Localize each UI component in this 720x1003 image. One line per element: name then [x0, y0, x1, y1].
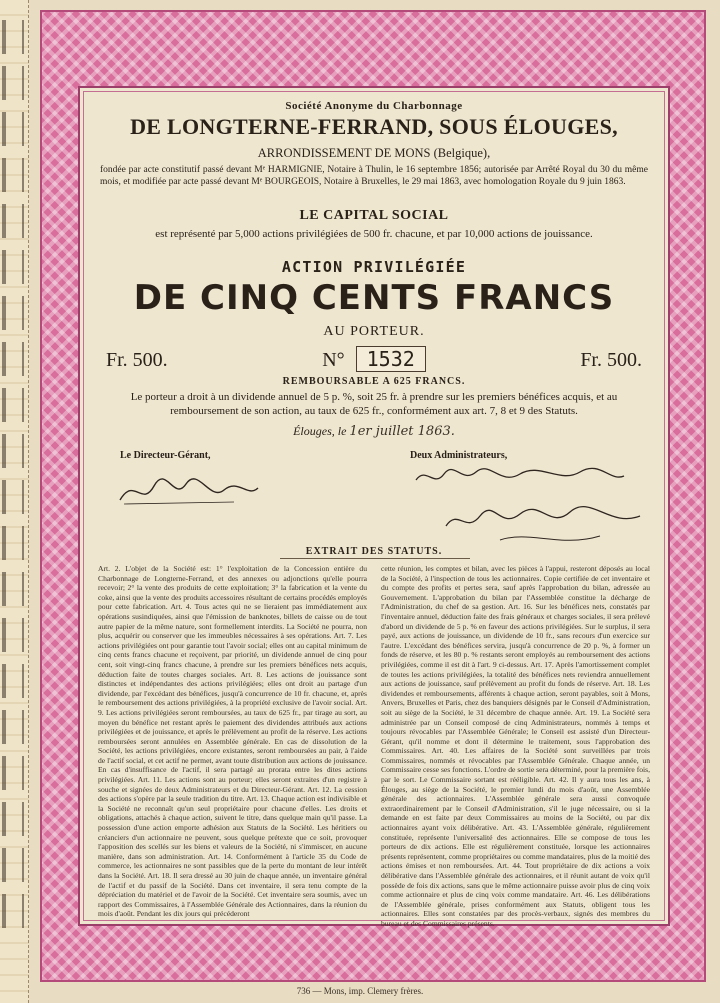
- date-prefix: Élouges, le: [293, 424, 347, 438]
- fr-left: Fr. 500.: [106, 349, 168, 371]
- arrondissement: ARRONDISSEMENT DE MONS (Belgique),: [257, 146, 491, 160]
- number-label: N°: [322, 349, 345, 371]
- administrators-label: Deux Administrateurs,: [410, 450, 508, 461]
- societe-line: Société Anonyme du Charbonnage: [285, 100, 463, 112]
- statuts-rule: [280, 558, 470, 559]
- administrator-signature-1: [410, 460, 630, 494]
- value-row: [106, 346, 642, 372]
- fr-right: Fr. 500.: [580, 349, 642, 371]
- statuts-column-left: Art. 2. L'objet de la Société est: 1° l'exploitation de la Concession entière du Charbonnage de Longterne-Ferrand, et des annexes ou adjonctions qu'elle pourra recevoir; 2° la vente des produits de cette exploitation; 3° la fabrication et la vente du coke, ainsi que la vente des produits accessoires résultant de certains procédés employés pour cette fabrication. Art. 4. Tous actes qui ne se lieraient pas immédiatement aux opérations susindiquées, ainsi que l'émission de banknotes, billets de caisse ou de tout autre papier de la même nature, sont formellement interdits. La Société ne pourra, non plus, acquérir ou conserver que les immeubles nécessaires à ses opérations. Art. 7. Les actions privilégiées ont pour garantie tout l'avoir social; elles ont au capital minimum de cinq cents francs chacune et reçoivent, par priorité, un dividende annuel de cinq pour cent, soit vingt-cinq francs chacune, à prendre sur les premiers bénéfices nets acquis, déduction faite de toutes charges sociales. Art. 8. Les actions de jouissance sont distinctes et indépendantes des actions privilégiées; elles ont droit au partage d'un dividende, par l'excédant des bénéfices, jusqu'à concurrence de 10 fr. chacune, et, après le remboursement des actions privilégiées, à la propriété exclusive de l'avoir social. Art. 9. Les actions privilégiées seront remboursées, au taux de 625 fr., par tirage au sort, au moyen du bénéfice net restant après le paiement des dividendes attribués aux actions privilégiées et de jouissance, et après le prélèvement au profit de la réserve. Les actions remboursées seront annulées en Assemblée générale. En cas de dissolution de la Société, les actions privilégiées, encore existantes, seront remboursées au pair, à l'aide de l'actif social, et cet actif ne permet, avant toute distribution aux actions de jouissance. En cas d'insuffisance de l'actif, il sera partagé au prorata entre les dites actions privilégiées. Art. 11. Les actions sont au porteur; elles seront extraites d'un registre à souche et signées de deux Administrateurs et du Directeur-Gérant. Art. 12. La cession des actions s'opère par la seule tradition du titre. Art. 13. Chaque action est indivisible et la Société ne reconnaît qu'un seul propriétaire pour chacune d'elles. Les droits et obligations, attachés à chaque action, suivent le titre, dans quelque main qu'il passe. La possession d'une action emporte adhésion aux Statuts de la Société. Les héritiers ou créanciers d'un actionnaire ne peuvent, sous quelque prétexte que ce soit, provoquer l'apposition des scellés sur les biens et valeurs de la Société, ni s'immiscer, en aucune manière, dans son administration. Art. 14. Conformément à l'article 35 du Code de commerce, les actionnaires ne sont passibles que de la perte du montant de leur intérêt dans la Société. Art. 18. Il sera dressé au 30 juin de chaque année, un inventaire général de l'actif et du passif de la Société. Dans cet inventaire, il sera tenu compte de la dépréciation du matériel et de l'avoir de la Société. Cet inventaire sera soumis, avec un rapport des Commissaires, à l'Assemblée Générale des Actionnaires, dans la réunion du mois d'août. Pendant les dix jours qui précéderont: [98, 564, 367, 919]
- stub-strip: [0, 0, 29, 1003]
- date-handwritten: 1er juillet 1863.: [349, 424, 455, 439]
- statuts-columns: [98, 564, 650, 928]
- action-title: ACTION PRIVILÉGIÉE: [281, 258, 467, 276]
- amount-title: DE CINQ CENTS FRANCS: [133, 278, 615, 318]
- statuts-column-right: cette réunion, les comptes et bilan, avec les pièces à l'appui, resteront déposés au local de la Société, à l'inspection de tous les actionnaires. Copie certifiée de cet inventaire et du compte des profits et pertes sera, sauf après l'approbation du bilan, adressée au Gouvernement. L'approbation du bilan par l'Assemblée constitue la décharge de l'Administration, du chef de sa gestion. Art. 16. Sur les bénéfices nets, constatés par l'inventaire annuel, déduction faite des frais généraux et charges sociales, il sera prélevé d'abord un dividende de 5 p. % en faveur des actions privilégiées. Sur le surplus, il sera payé, aux actions de jouissance, un dividende de 10 fr., sans recours d'un exercice sur l'autre. L'excédant des bénéfices servira, jusqu'à concurrence de 20 p. %, à former un fonds de réserve, et les 80 p. % restants seront employés au remboursement des actions privilégiées, comme il est dit à l'art. 9 ci-dessus. Art. 17. Après l'amortissement complet de toutes les actions privilégiées, la totalité des bénéfices nets reviendra annuellement aux actions de jouissance, sauf prélèvement au profit du fonds de réserve. Art. 18. Les dividendes et remboursements, afférents à chaque action, seront payables, soit à Mons, Anvers, Bruxelles et Paris, chez des banquiers désignés par le Conseil d'Administration, soit au siège de la Société, le 31 décembre de chaque année. Art. 19. La Société sera administrée par un Conseil composé de cinq Administrateurs, nommés à temps et toujours révocables par l'Assemblée Générale; le Conseil est assisté d'un Directeur-Gérant, qu'il nomme et dont il détermine le traitement, sous l'approbation des Commissaires. Art. 40. Les affaires de la Société sont surveillées par trois Commissaires, nommés et révocables par l'Assemblée Générale. Chaque année, un Commissaire cesse ses fonctions. L'ordre de sortie sera déterminé, pour la première fois, par le sort. Le Commissaire sortant est rééligible. Art. 42. Il y aura tous les ans, à Élouges, au siège de la Société, le premier lundi du mois d'août, une Assemblée générale des actionnaires. L'Assemblée générale sera aussi convoquée extraordinairement par le Conseil d'Administration, s'il le juge nécessaire, ou si la demande en est faite par deux Commissaires au moins de la Société, ou par dix actionnaires ayant voix délibérative. Art. 43. L'Assemblée générale, régulièrement constituée, représente l'universalité des actionnaires. Elle se compose de tous les porteurs de dix actions. Elle est régulièrement constituée, lorsque les actionnaires présents représentent, comme propriétaires ou comme mandataires, plus de la moitié des actions émises et non remboursées. Art. 44. Tout propriétaire de dix actions a voix délibérative dans l'Assemblée générale des actionnaires, et il réunit autant de voix qu'il possède de fois dix actions, sans que le même actionnaire puisse avoir plus de cinq voix comme actionnaire et plus de cinq voix comme mandataire. Art. 46. Les délibérations de l'Assemblée générale, prises conformément aux Statuts, obligent tous les actionnaires. Elles sont constatées par des procès-verbaux, signés des membres du bureau et des Commissaires présents.: [381, 564, 650, 928]
- founding-text: fondée par acte constitutif passé devant Mᵉ HARMIGNIE, Notaire à Thulin, le 16 septembre 1856; autorisée par Arrêté Royal du 30 du même mois, et modifiée par acte passé devant Mᵉ BOURGEOIS, Notaire à Bruxelles, le 29 mai 1863, avec homologation Royale du 9 juin 1863.: [100, 165, 648, 187]
- company-name: DE LONGTERNE-FERRAND, SOUS ÉLOUGES,: [130, 114, 618, 139]
- issue-date: [80, 424, 668, 439]
- remboursable-line: REMBOURSABLE A 625 FRANCS.: [282, 376, 466, 387]
- stub-marks: [2, 20, 24, 940]
- porteur-text: Le porteur a droit à un dividende annuel de 5 p. %, soit 25 fr. à prendre sur les premiers bénéfices acquis, et au remboursement de son action, au taux de 625 fr., conformément aux art. 7, 8 et 9 des Statuts.: [130, 391, 618, 417]
- administrator-signature-2: [440, 500, 650, 550]
- director-label: Le Directeur-Gérant,: [120, 450, 211, 461]
- statuts-title: EXTRAIT DES STATUTS.: [305, 546, 443, 557]
- capital-text: est représenté par 5,000 actions privilégiées de 500 fr. chacune, et par 10,000 actions de jouissance.: [155, 228, 593, 240]
- certificate-number: [322, 346, 426, 372]
- printer-imprint: 736 — Mons, imp. Clemery frères.: [296, 986, 424, 996]
- capital-title: LE CAPITAL SOCIAL: [299, 208, 449, 223]
- number-value: 1532: [356, 346, 426, 372]
- director-signature: [114, 472, 264, 512]
- certificate-body: [78, 86, 670, 926]
- bearer-line: AU PORTEUR.: [323, 324, 425, 339]
